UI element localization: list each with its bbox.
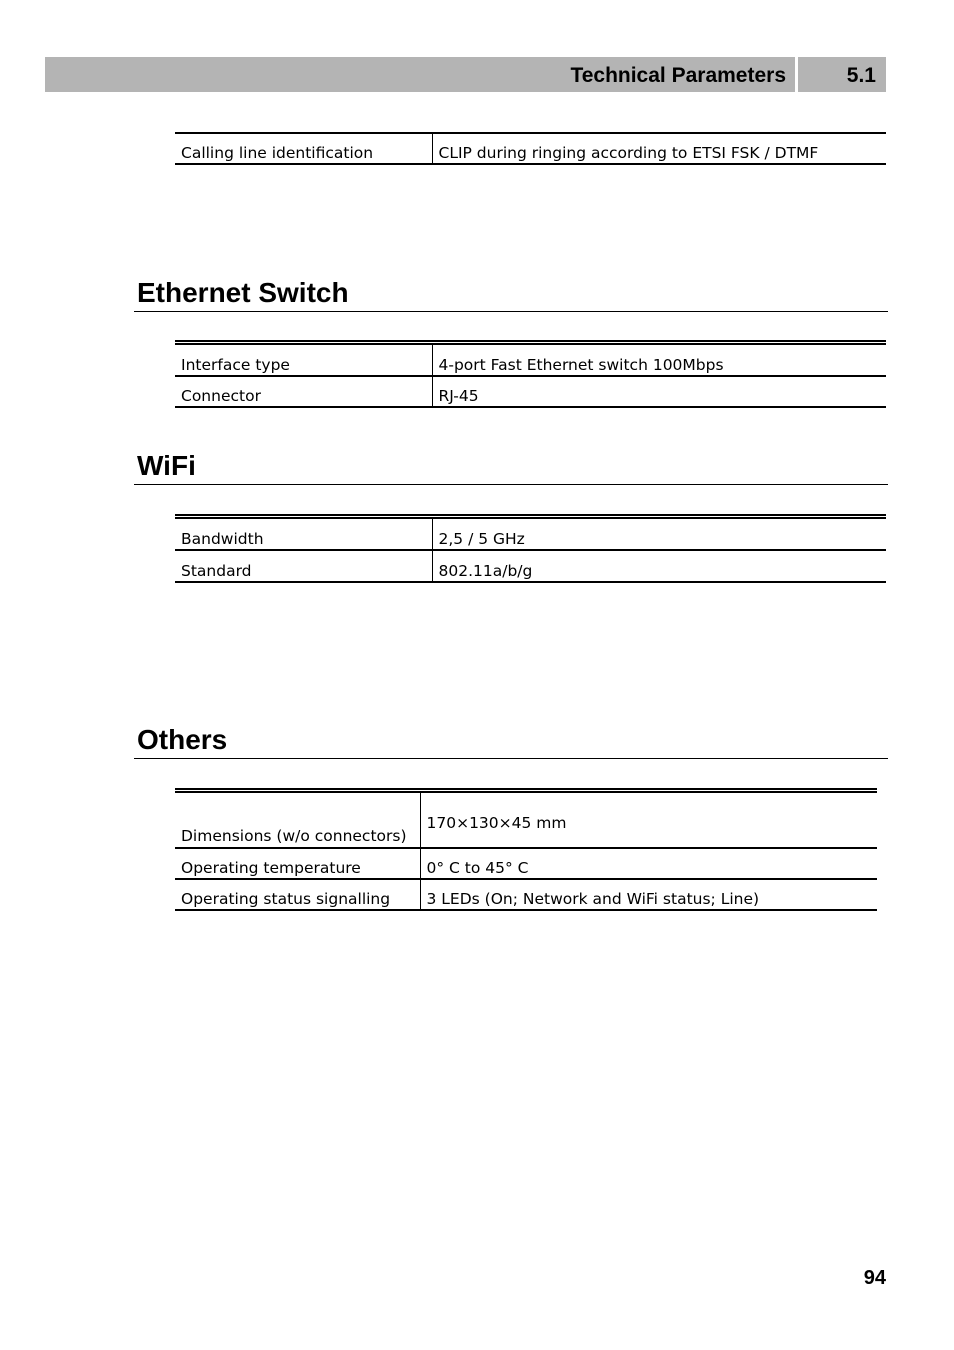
section-number: 5.1 bbox=[846, 64, 876, 87]
header-divider bbox=[795, 57, 798, 92]
row-value: 802.11a/b/g bbox=[432, 550, 886, 582]
row-value: 170×130×45 mm bbox=[420, 791, 877, 848]
table-row bbox=[175, 343, 886, 376]
table-row bbox=[175, 791, 877, 848]
others-table bbox=[175, 788, 877, 911]
row-label: Standard bbox=[175, 550, 432, 582]
row-value: 0° C to 45° C bbox=[420, 848, 877, 879]
wifi-heading: WiFi bbox=[137, 450, 196, 481]
calling-table bbox=[175, 132, 886, 165]
chapter-title: Technical Parameters bbox=[570, 64, 786, 87]
table-row bbox=[175, 376, 886, 407]
row-value: 2,5 / 5 GHz bbox=[432, 517, 886, 550]
row-label: Interface type bbox=[175, 343, 432, 376]
row-label: Operating status signalling bbox=[175, 879, 420, 910]
row-value: CLIP during ringing according to ETSI FSK / DTMF bbox=[432, 133, 886, 164]
table-row bbox=[175, 133, 886, 164]
heading-rule bbox=[134, 484, 888, 485]
ethernet-table bbox=[175, 340, 886, 408]
table-row bbox=[175, 517, 886, 550]
row-value: 3 LEDs (On; Network and WiFi status; Line) bbox=[420, 879, 877, 910]
row-label: Bandwidth bbox=[175, 517, 432, 550]
row-label: Connector bbox=[175, 376, 432, 407]
wifi-table bbox=[175, 514, 886, 583]
page-number: 94 bbox=[863, 1267, 886, 1289]
heading-rule bbox=[134, 758, 888, 759]
row-label: Operating temperature bbox=[175, 848, 420, 879]
heading-rule bbox=[134, 311, 888, 312]
ethernet-heading: Ethernet Switch bbox=[137, 277, 349, 308]
others-heading: Others bbox=[137, 724, 228, 755]
row-label: Calling line identification bbox=[175, 133, 432, 164]
table-row bbox=[175, 550, 886, 582]
row-value: 4-port Fast Ethernet switch 100Mbps bbox=[432, 343, 886, 376]
table-row bbox=[175, 848, 877, 879]
row-value: RJ-45 bbox=[432, 376, 886, 407]
page-header-bar bbox=[45, 57, 886, 92]
row-label: Dimensions (w/o connectors) bbox=[175, 791, 420, 848]
table-row bbox=[175, 879, 877, 910]
